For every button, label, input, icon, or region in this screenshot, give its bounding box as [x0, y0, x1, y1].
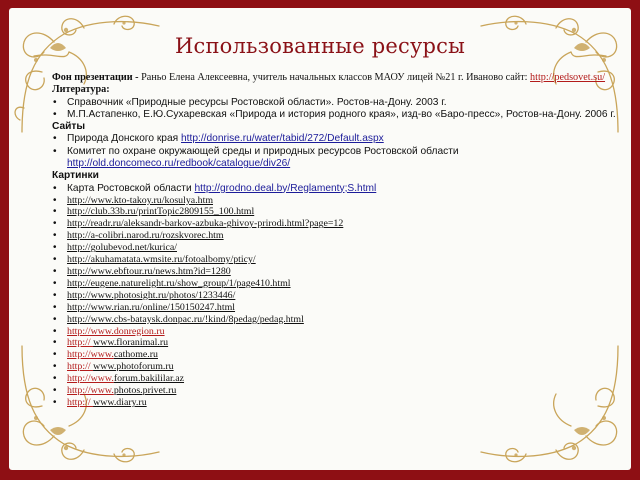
picture-item	[52, 183, 618, 195]
picture-link-red[interactable]: http://	[67, 396, 94, 408]
picture-link-red[interactable]: http://www.	[67, 373, 114, 385]
picture-link[interactable]: http://golubevod.net/kurica/	[67, 242, 177, 254]
site-item	[52, 146, 618, 171]
literature-item: • Справочник «Природные ресурсы Ростовской области». Ростов-на-Дону. 2003 г.	[52, 97, 618, 109]
picture-link[interactable]: http://akuhamatata.wmsite.ru/fotoalbomy/pticy/	[67, 254, 256, 266]
picture-item	[52, 361, 618, 373]
picture-link[interactable]: http://www.cbs-bataysk.donpac.ru/!kind/8pedag/pedag.html	[67, 313, 304, 325]
donrise-link[interactable]: http://donrise.ru/water/tabid/272/Default.aspx	[181, 133, 384, 145]
pedsovet-link[interactable]: http://pedsovet.su/	[530, 72, 606, 83]
picture-link-red[interactable]: http://www.	[67, 349, 114, 361]
picture-item	[52, 385, 618, 397]
background-credit	[52, 72, 618, 84]
picture-item	[52, 230, 618, 242]
sites-heading: Сайты	[52, 121, 86, 133]
sites-list	[52, 133, 618, 170]
picture-link-domain[interactable]: www.diary.ru	[93, 396, 147, 408]
picture-link[interactable]: http://club.33b.ru/printTopic2809155_100.html	[67, 206, 255, 218]
picture-link[interactable]: http://www.kto-takoy.ru/kosulya.htm	[67, 194, 214, 206]
literature-list	[52, 97, 618, 122]
background-credit-label: Фон презентации -	[52, 72, 139, 83]
picture-link[interactable]: http://readr.ru/aleksandr-barkov-azbuka-ghivoy-prirodi.html?page=12	[67, 218, 344, 230]
picture-item	[52, 397, 618, 409]
picture-link[interactable]: http://a-colibri.narod.ru/rozskvorec.htm	[67, 230, 224, 242]
picture-item	[52, 254, 618, 266]
picture-item	[52, 218, 618, 230]
picture-link-red[interactable]: http://	[67, 361, 94, 373]
picture-item	[52, 206, 618, 218]
slide-title: Использованные ресурсы	[174, 34, 466, 58]
picture-link-domain[interactable]: forum.bakililar.az	[113, 373, 185, 385]
picture-link-domain[interactable]: cathome.ru	[113, 349, 158, 361]
doncomeco-link[interactable]: http://old.doncomeco.ru/redbook/catalogue/div26/	[67, 158, 291, 170]
background-credit-text: Раньо Елена Алексеевна, учитель начальных классов МАОУ лицей №21 г. Иваново сайт:	[138, 72, 528, 83]
picture-link[interactable]: http://www.ebftour.ru/news.htm?id=1280	[67, 266, 231, 278]
picture-item	[52, 349, 618, 361]
literature-heading: Литература:	[52, 84, 110, 96]
picture-item	[52, 326, 618, 338]
picture-item	[52, 278, 618, 290]
picture-item	[52, 373, 618, 385]
picture-item	[52, 266, 618, 278]
site-item-text: Комитет по охране окружающей среды и природных ресурсов Ростовской области	[67, 145, 459, 157]
picture-item	[52, 337, 618, 349]
resources-content	[52, 72, 618, 409]
picture-link-domain[interactable]: www.photoforum.ru	[93, 361, 174, 373]
picture-link-red[interactable]: http://	[67, 337, 94, 349]
grodno-link[interactable]: http://grodno.deal.by/Reglamenty;S.html	[194, 182, 377, 194]
picture-link-domain[interactable]: www.floranimal.ru	[93, 337, 169, 349]
picture-item-text: Карта Ростовской области	[67, 182, 195, 194]
pictures-heading: Картинки	[52, 170, 99, 182]
picture-link[interactable]: http://www.photosight.ru/photos/1233446/	[67, 289, 236, 301]
picture-item	[52, 195, 618, 207]
picture-link-red[interactable]: http://www.donregion.ru	[67, 325, 165, 337]
picture-link[interactable]: http://eugene.naturelight.ru/show_group/1/page410.html	[67, 277, 291, 289]
literature-item: • М.П.Астапенко, Е.Ю.Сухаревская «Природа и история родного края», изд-во «Баро-пресс», Ростов-на-Дону. 2006 г.	[52, 109, 618, 121]
picture-link[interactable]: http://www.rian.ru/online/150150247.html	[67, 301, 236, 313]
pictures-list	[52, 183, 618, 409]
site-item-text: Природа Донского края	[67, 133, 181, 145]
site-item	[52, 133, 618, 145]
picture-link-red[interactable]: http://www.	[67, 385, 114, 397]
picture-item	[52, 302, 618, 314]
picture-item	[52, 242, 618, 254]
picture-link-domain[interactable]: photos.privet.ru	[113, 385, 177, 397]
picture-item	[52, 314, 618, 326]
picture-item	[52, 290, 618, 302]
